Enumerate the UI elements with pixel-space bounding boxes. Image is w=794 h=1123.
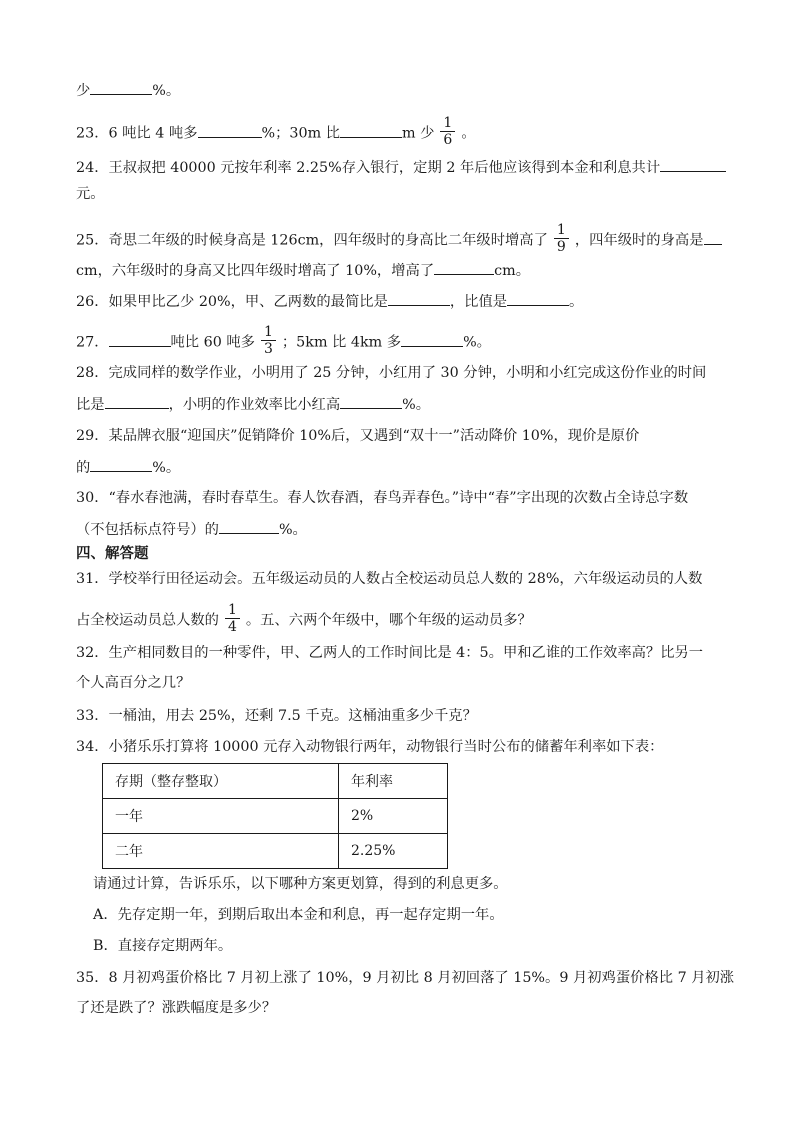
fraction: $\frac{1}{9}$ [554,222,569,255]
answer-blank[interactable] [340,393,402,409]
answer-blank[interactable] [90,79,152,95]
table-cell: 一年 [103,799,339,834]
question-30-line1: 30．“春水春池满，春时春草生。春人饮春酒，春鸟弄春色。”诗中“春”字出现的次数占全诗总字数 [76,490,689,506]
fraction: $\frac{1}{6}$ [440,115,455,148]
question-31-line1: 31．学校举行田径运动会。五年级运动员的人数占全校运动员总人数的 28%，六年级运动员的人数 [76,571,703,587]
question-24-line1: 24．王叔叔把 40000 元按年利率 2.25%存入银行，定期 2 年后他应该得到本金和利息共计 [76,156,726,178]
answer-blank[interactable] [388,290,450,306]
fraction: $\frac{1}{4}$ [225,602,240,635]
interest-rate-table [102,763,448,869]
answer-blank[interactable] [105,393,169,409]
table-cell: 2.25% [339,834,448,869]
table-header-row [103,764,448,799]
answer-blank[interactable] [109,331,171,347]
fraction: $\frac{1}{3}$ [261,324,276,357]
answer-blank[interactable] [198,122,262,138]
question-23: 23．6 吨比 4 吨多 %；30m 比 m 少 $\frac{1}{6}$ 。 [76,115,476,148]
question-35-line1: 35．8 月初鸡蛋价格比 7 月初上涨了 10%，9 月初比 8 月初回落了 15%。9 月初鸡蛋价格比 7 月初涨 [76,970,735,986]
question-31-line2: 占全校运动员总人数的 $\frac{1}{4}$ 。五、六两个年级中，哪个年级的运动员多？ [76,602,532,635]
question-25-line2: cm，六年级时的身高又比四年级时增高了 10%，增高了 cm。 [76,259,530,281]
answer-blank[interactable] [704,229,722,245]
table-cell: 2% [339,799,448,834]
question-32-line1: 32．生产相同数目的一种零件，甲、乙两人的工作时间比是 4：5。甲和乙谁的工作效率高？比另一 [76,645,704,661]
question-27: 27． 吨比 60 吨多 $\frac{1}{3}$ ；5km 比 4km 多 %。 [76,324,491,357]
answer-blank[interactable] [660,156,726,172]
question-26: 26．如果甲比乙少 20%，甲、乙两数的最简比是 ，比值是 。 [76,290,583,312]
table-header-cell: 年利率 [339,764,448,799]
question-35-line2: 了还是跌了？涨跌幅度是多少？ [76,1000,277,1016]
question-30-line2: （不包括标点符号）的 %。 [76,518,307,540]
table-header-cell: 存期（整存整取） [103,764,339,799]
answer-blank[interactable] [219,518,279,534]
answer-blank[interactable] [507,290,569,306]
answer-blank[interactable] [434,259,494,275]
answer-blank[interactable] [340,122,402,138]
question-34-line1: 34．小猪乐乐打算将 10000 元存入动物银行两年，动物银行当时公布的储蓄年利率如下表： [76,739,664,755]
option-a: A．先存定期一年，到期后取出本金和利息，再一起存定期一年。 [93,907,504,923]
question-33: 33．一桶油，用去 25%，还剩 7.5 千克。这桶油重多少千克？ [76,708,477,724]
answer-blank[interactable] [90,456,152,472]
question-29-line1: 29．某品牌衣服“迎国庆”促销降价 10%后，又遇到“双十一”活动降价 10%，现价是原价 [76,428,640,444]
question-34-prompt: 请通过计算，告诉乐乐，以下哪种方案更划算，得到的利息更多。 [93,876,508,892]
question-28-line2: 比是 ，小明的作业效率比小红高 %。 [76,393,430,415]
q22-continuation: 少 %。 [76,79,180,101]
answer-blank[interactable] [401,331,463,347]
question-25-line1: 25．奇思二年级的时候身高是 126cm，四年级时的身高比二年级时增高了 $\frac{1}{9}$ ，四年级时的身高是 [76,224,722,257]
option-b: B．直接存定期两年。 [93,938,233,954]
question-24-line2: 元。 [76,186,105,202]
question-29-line2: 的 %。 [76,456,180,478]
question-28-line1: 28．完成同样的数学作业，小明用了 25 分钟，小红用了 30 分钟，小明和小红完成这份作业的时间 [76,365,707,381]
table-row [103,799,448,834]
table-cell: 二年 [103,834,339,869]
question-32-line2: 个人高百分之几？ [76,675,191,691]
table-row [103,834,448,869]
section-heading: 四、解答题 [76,546,149,562]
